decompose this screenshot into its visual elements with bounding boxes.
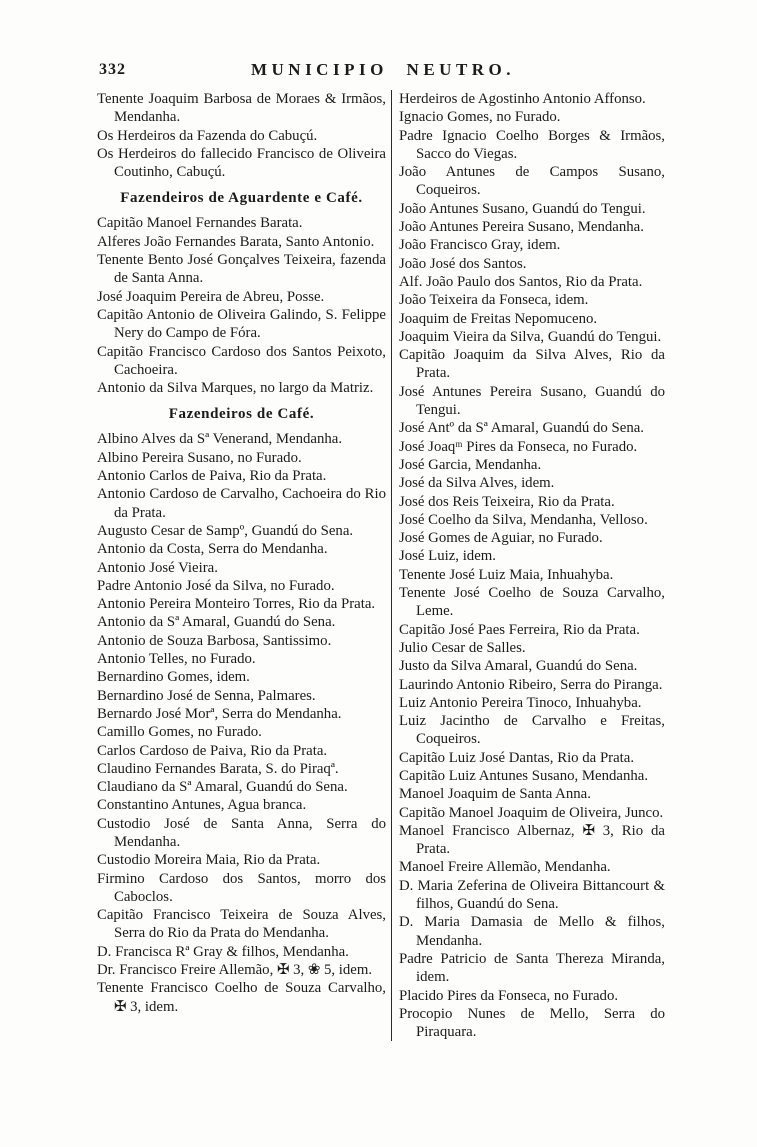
directory-entry: Joaquim Vieira da Silva, Guandú do Tengui. <box>399 328 662 345</box>
directory-entry: Custodio José de Santa Anna, Serra do Mendanha. <box>97 815 386 850</box>
directory-entry: José da Silva Alves, idem. <box>399 475 555 492</box>
directory-entry: José Coelho da Silva, Mendanha, Velloso. <box>399 511 648 528</box>
directory-entry: Herdeiros de Agostinho Antonio Affonso. <box>399 91 646 107</box>
directory-entry: Augusto Cesar de Sampº, Guandú do Sena. <box>97 522 354 539</box>
directory-entry: Bernardino Gomes, idem. <box>97 669 250 686</box>
right-column <box>391 90 665 1041</box>
directory-entry: Antonio da Sª Amaral, Guandú do Sena. <box>97 614 336 631</box>
directory-entry: D. Maria Damasia de Mello & filhos, Mendanha. <box>399 914 665 949</box>
directory-entry: José Antº da Sª Amaral, Guandú do Sena. <box>399 420 644 437</box>
directory-entry: Capitão Francisco Teixeira de Souza Alves, Serra do Rio da Prata do Mendanha. <box>97 907 386 942</box>
directory-entry: Capitão Luiz Antunes Susano, Mendanha. <box>399 767 649 784</box>
directory-entry: José Joaqᵐ Pires da Fonseca, no Furado. <box>399 438 638 455</box>
directory-entry: Antonio de Souza Barbosa, Santissimo. <box>97 632 332 649</box>
directory-entry: Manoel Freire Allemão, Mendanha. <box>399 859 611 876</box>
directory-entry: Procopio Nunes de Mello, Serra do Piraquara. <box>399 1005 665 1041</box>
section-heading-aguardente-e-cafe: Fazendeiros de Aguardente e Café. <box>120 190 363 207</box>
directory-entry: Constantino Antunes, Agua branca. <box>97 797 307 814</box>
directory-entry: Capitão Francisco Cardoso dos Santos Peixoto, Cachoeira. <box>97 343 386 378</box>
directory-entry: D. Maria Zeferina de Oliveira Bittancourt & filhos, Guandú do Sena. <box>399 877 665 913</box>
directory-entry: José Antunes Pereira Susano, Guandú do Tengui. <box>399 383 665 419</box>
directory-entry: Claudino Fernandes Barata, S. do Piraqª. <box>97 760 339 777</box>
directory-entry: João Antunes de Campos Susano, Coqueiros. <box>399 164 665 199</box>
directory-entry: Carlos Cardoso de Paiva, Rio da Prata. <box>97 742 328 759</box>
directory-entry: Bernardino José de Senna, Palmares. <box>97 687 316 704</box>
directory-entry: Custodio Moreira Maia, Rio da Prata. <box>97 852 321 869</box>
directory-entry: Manoel Francisco Albernaz, ✠ 3, Rio da Prata. <box>399 822 665 858</box>
directory-entry: Albino Pereira Susano, no Furado. <box>97 449 302 466</box>
directory-entry: Antonio Cardoso de Carvalho, Cachoeira do Rio da Prata. <box>97 486 386 521</box>
directory-entry: Padre Ignacio Coelho Borges & Irmãos, Sacco do Viegas. <box>399 127 665 162</box>
aguardente-entries <box>97 214 386 397</box>
page-title: MUNICIPIO NEUTRO. <box>250 60 516 79</box>
left-column <box>97 90 391 1041</box>
right-entries <box>399 90 665 1041</box>
directory-entry: Os Herdeiros do fallecido Francisco de Oliveira Coutinho, Cabuçú. <box>97 145 386 181</box>
directory-entry: João José dos Santos. <box>399 255 527 272</box>
directory-entry: Laurindo Antonio Ribeiro, Serra do Piranga. <box>399 676 663 693</box>
directory-entry: Capitão José Paes Ferreira, Rio da Prata. <box>399 621 640 638</box>
directory-entry: José Joaquim Pereira de Abreu, Posse. <box>97 288 325 305</box>
directory-entry: Antonio da Costa, Serra do Mendanha. <box>97 541 328 558</box>
directory-entry: Capitão Manoel Fernandes Barata. <box>97 215 303 232</box>
page-header <box>97 58 669 84</box>
two-column-layout <box>97 90 669 1041</box>
directory-entry: Manoel Joaquim de Santa Anna. <box>399 786 591 803</box>
directory-entry: João Antunes Pereira Susano, Mendanha. <box>399 219 644 236</box>
directory-entry: Antonio da Silva Marques, no largo da Matriz. <box>97 380 374 397</box>
directory-entry: Alf. João Paulo dos Santos, Rio da Prata. <box>399 273 643 290</box>
directory-entry: D. Francisca Rª Gray & filhos, Mendanha. <box>97 943 349 960</box>
directory-entry: Tenente Francisco Coelho de Souza Carvalho, ✠ 3, idem. <box>97 980 386 1015</box>
directory-entry: José Gomes de Aguiar, no Furado. <box>399 530 603 547</box>
directory-entry: Joaquim de Freitas Nepomuceno. <box>399 310 598 327</box>
directory-entry: Ignacio Gomes, no Furado. <box>399 109 561 126</box>
directory-entry: Tenente José Coelho de Souza Carvalho, Leme. <box>399 585 665 620</box>
directory-entry: João Francisco Gray, idem. <box>399 237 561 254</box>
directory-entry: Dr. Francisco Freire Allemão, ✠ 3, ❀ 5, idem. <box>97 962 373 979</box>
directory-entry: Antonio Carlos de Paiva, Rio da Prata. <box>97 468 327 485</box>
directory-entry: Os Herdeiros da Fazenda do Cabuçú. <box>97 127 318 144</box>
directory-entry: Tenente Joaquim Barbosa de Moraes & Irmãos, Mendanha. <box>97 91 386 126</box>
directory-entry: Julio Cesar de Salles. <box>399 639 526 656</box>
directory-entry: Luiz Antonio Pereira Tinoco, Inhuahyba. <box>399 694 642 711</box>
directory-entry: Capitão Luiz José Dantas, Rio da Prata. <box>399 749 635 766</box>
directory-entry: João Teixeira da Fonseca, idem. <box>399 292 589 309</box>
section-heading-cafe: Fazendeiros de Café. <box>168 406 315 423</box>
directory-entry: Luiz Jacintho de Carvalho e Freitas, Coqueiros. <box>399 713 665 748</box>
directory-entry: José Garcia, Mendanha. <box>399 456 542 473</box>
directory-entry: Placido Pires da Fonseca, no Furado. <box>399 987 619 1004</box>
directory-entry: Justo da Silva Amaral, Guandú do Sena. <box>399 658 638 675</box>
directory-entry: Capitão Joaquim da Silva Alves, Rio da Prata. <box>399 347 665 382</box>
directory-entry: Bernardo José Morª, Serra do Mendanha. <box>97 705 342 722</box>
directory-entry: Antonio Telles, no Furado. <box>97 651 256 668</box>
directory-entry: Firmino Cardoso dos Santos, morro dos Caboclos. <box>97 870 386 905</box>
cafe-entries <box>97 430 386 1016</box>
directory-entry: Capitão Manoel Joaquim de Oliveira, Junco. <box>399 804 664 821</box>
directory-entry: Camillo Gomes, no Furado. <box>97 724 262 741</box>
directory-entry: Alferes João Fernandes Barata, Santo Antonio. <box>97 233 375 250</box>
directory-entry: Albino Alves da Sª Venerand, Mendanha. <box>97 431 343 448</box>
directory-entry: José Luiz, idem. <box>399 548 496 565</box>
directory-entry: Padre Patricio de Santa Thereza Miranda, idem. <box>399 950 665 986</box>
directory-entry: João Antunes Susano, Guandú do Tengui. <box>399 200 646 217</box>
directory-entry: Padre Antonio José da Silva, no Furado. <box>97 577 335 594</box>
left-top-entries <box>97 90 386 181</box>
directory-entry: Tenente José Luiz Maia, Inhuahyba. <box>399 566 614 583</box>
directory-entry: Antonio José Vieira. <box>97 559 218 576</box>
directory-entry: Antonio Pereira Monteiro Torres, Rio da Prata. <box>97 596 376 613</box>
directory-entry: José dos Reis Teixeira, Rio da Prata. <box>399 493 615 510</box>
directory-entry: Claudiano da Sª Amaral, Guandú do Sena. <box>97 779 348 796</box>
directory-entry: Tenente Bento José Gonçalves Teixeira, fazenda de Santa Anna. <box>97 252 386 287</box>
page-content <box>97 58 669 1041</box>
directory-entry: Capitão Antonio de Oliveira Galindo, S. Felippe Nery do Campo de Fóra. <box>97 306 386 342</box>
page-number: 332 <box>99 61 126 78</box>
